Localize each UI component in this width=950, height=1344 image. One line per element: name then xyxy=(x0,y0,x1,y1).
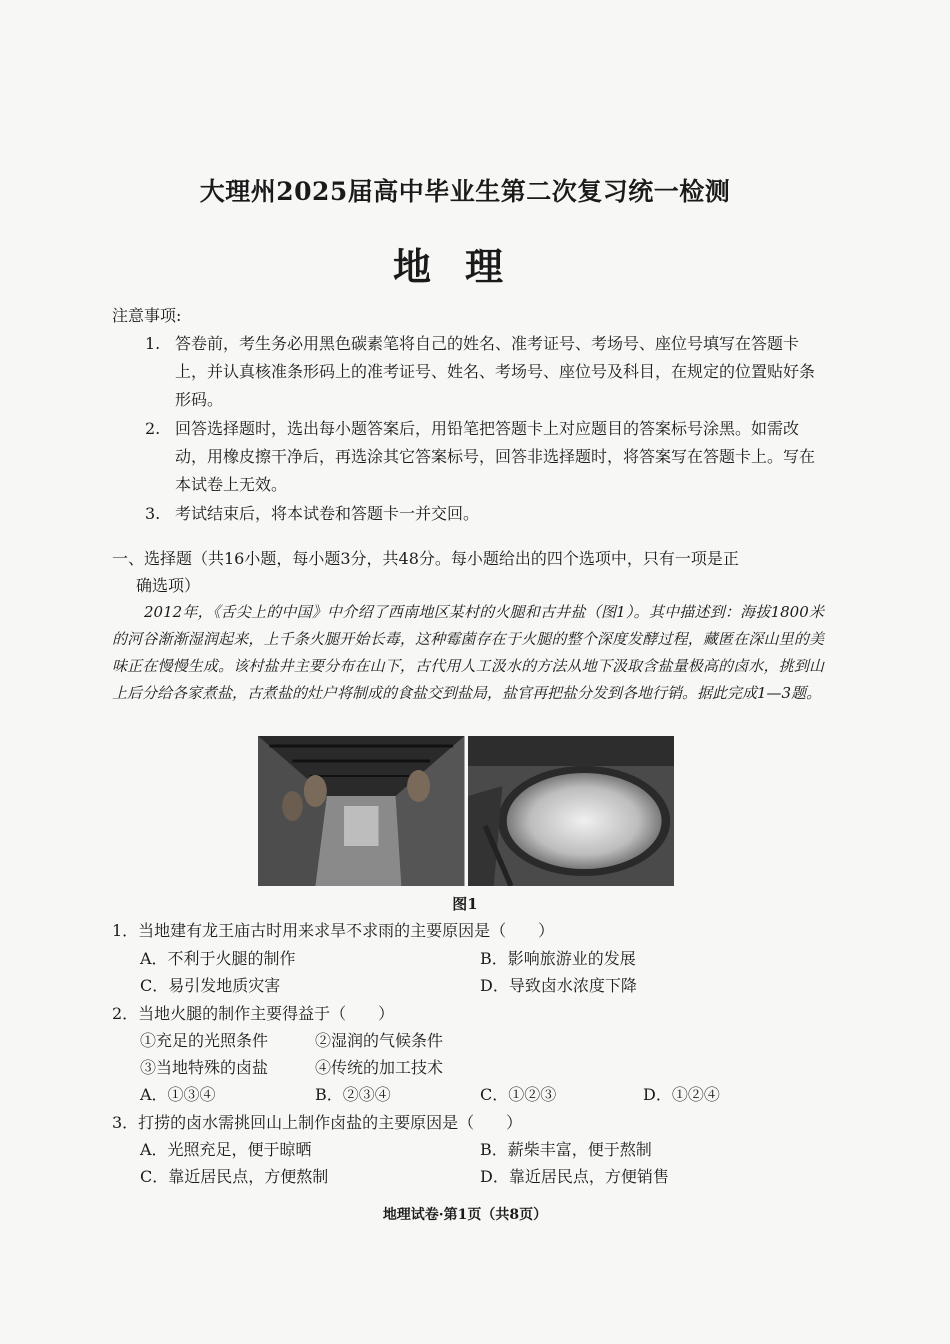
notice-text: 答卷前，考生务必用黑色碳素笔将自己的姓名、准考证号、考场号、座位号填写在答题卡上，并认真核准条形码上的准考证号、姓名、考场号、座位号及科目，在规定的位置贴好条形码。 xyxy=(175,334,816,409)
question-2-option-a: A．①③④ xyxy=(140,1085,216,1104)
question-1-option-a: A．不利于火腿的制作 xyxy=(140,949,296,968)
subject-title: 地理 xyxy=(392,244,537,289)
question-3-option-d: D．靠近居民点，方便销售 xyxy=(480,1167,669,1186)
notice-item xyxy=(145,330,825,414)
question-2-option-d: D．①②④ xyxy=(643,1085,720,1104)
question-2-option-c: C．①②③ xyxy=(480,1085,557,1104)
reading-passage: 2012年，《舌尖上的中国》中介绍了西南地区某村的火腿和古井盐（图1）。其中描述到：海拔1800米的河谷渐渐湿润起来，上千条火腿开始长毒，这种霉菌存在于火腿的整个深度发酵过程，藏匿在深山里的美味正在慢慢生成。该村盐井主要分布在山下，古代用人工汲水的方法从地下汲取含盐量极高的卤水，挑到山上后分给各家煮盐，古煮盐的灶户将制成的食盐交到盐局，盐官再把盐分发到各地行销。据此完成1—3题。 xyxy=(112,603,824,702)
section-heading xyxy=(112,545,827,599)
question-2-item-3: ③当地特殊的卤盐 xyxy=(140,1058,269,1077)
question-3-option-a: A．光照充足，便于晾晒 xyxy=(140,1140,312,1159)
notice-item xyxy=(145,415,825,499)
notice-number: 2. xyxy=(145,419,161,438)
question-1-stem: 1．当地建有龙王庙古时用来求旱不求雨的主要原因是（ ） xyxy=(112,921,555,940)
section-heading-line: 一、选择题（共16小题，每小题3分，共48分。每小题给出的四个选项中，只有一项是正 xyxy=(112,549,739,568)
notice-number: 1. xyxy=(145,334,161,353)
question-1-option-c: C．易引发地质灾害 xyxy=(140,976,281,995)
question-2-item-2: ②湿润的气候条件 xyxy=(315,1031,444,1050)
question-3-option-b: B．薪柴丰富，便于熬制 xyxy=(480,1140,652,1159)
question-2-item-1: ①充足的光照条件 xyxy=(140,1031,269,1050)
notice-text: 考试结束后，将本试卷和答题卡一并交回。 xyxy=(175,504,480,523)
section-heading-line: 确选项） xyxy=(136,576,201,595)
figure-1 xyxy=(258,736,674,886)
brine-pan-photo xyxy=(468,736,675,886)
figure-caption: 图1 xyxy=(452,895,478,913)
notice-number: 3. xyxy=(145,504,161,523)
question-3-option-c: C．靠近居民点，方便熬制 xyxy=(140,1167,329,1186)
question-2-stem: 2．当地火腿的制作主要得益于（ ） xyxy=(112,1004,395,1023)
question-2-item-4: ④传统的加工技术 xyxy=(315,1058,444,1077)
notice-heading: 注意事项: xyxy=(112,306,182,325)
exam-title: 大理州2025届高中毕业生第二次复习统一检测 xyxy=(199,177,731,206)
notice-list xyxy=(145,330,825,529)
notice-item xyxy=(145,500,825,528)
page-footer: 地理试卷·第1页（共8页） xyxy=(382,1207,548,1223)
question-1-option-d: D．导致卤水浓度下降 xyxy=(480,976,637,995)
notice-text: 回答选择题时，选出每小题答案后，用铅笔把答题卡上对应题目的答案标号涂黑。如需改动，用橡皮擦干净后，再选涂其它答案标号，回答非选择题时，将答案写在答题卡上。写在本试卷上无效。 xyxy=(175,419,816,494)
question-3-stem: 3．打捞的卤水需挑回山上制作卤盐的主要原因是（ ） xyxy=(112,1113,523,1132)
ham-cellar-photo xyxy=(258,736,465,886)
question-1-option-b: B．影响旅游业的发展 xyxy=(480,949,636,968)
question-2-option-b: B．②③④ xyxy=(315,1085,391,1104)
